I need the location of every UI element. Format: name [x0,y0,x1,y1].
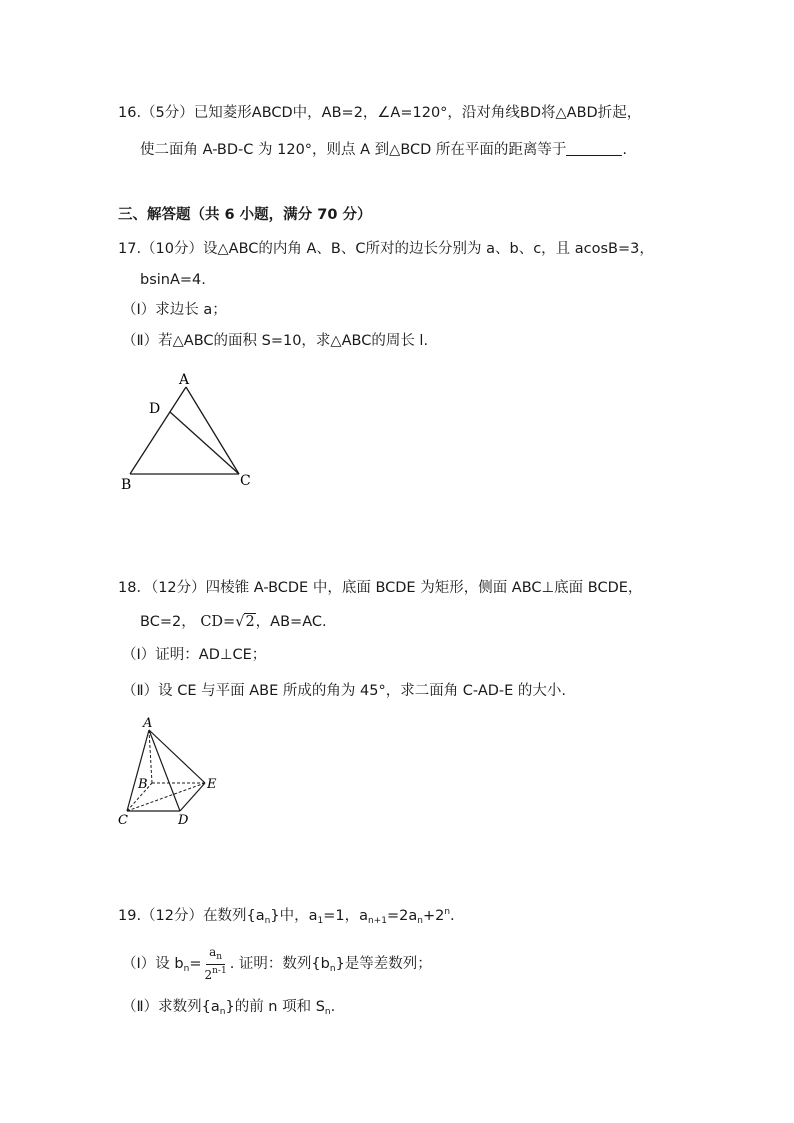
label-b: B [121,477,132,493]
q18-line2 [140,612,327,632]
label-a: A [179,372,190,388]
q19-line1 [118,902,455,931]
num-sub: n [216,952,223,962]
q18-line2-cd: CD= [200,614,236,630]
q19-part2 [122,997,335,1022]
q18-part2: （Ⅱ）设 CE 与平面 ABE 所成的角为 45°，求二面角 C-AD-E 的大小. [122,683,567,699]
q19-text-4: =2a [386,908,418,924]
edge-ae [149,730,205,783]
fraction-denominator [202,965,228,982]
label-d: D [149,401,161,417]
q16-line2-text: 使二面角 A-BD-C 为 120°，则点 A 到△BCD 所在平面的距离等于 [140,142,567,158]
q19-p1-sub2: n [329,964,336,974]
triangle-figure [110,365,270,495]
q19-text-6: . [450,908,455,924]
q19-sub-2: 1 [317,916,324,926]
label-d: D [178,813,189,828]
den-sup: n-1 [212,966,227,976]
q19-p1-text-3: }是等差数列； [335,956,432,972]
q16-line2-end: . [622,142,628,158]
q19-text-1: 19.（12分）在数列{a [118,908,265,924]
segment-dc [170,412,239,474]
q18-line2-rest: ，AB=AC. [255,614,327,630]
q19-text-2: }中，a [270,908,318,924]
q19-p1-text-2: . 证明：数列{b [229,956,330,972]
q19-p2-text-1: （Ⅱ）求数列{a [122,999,220,1015]
label-a: A [143,716,153,731]
q19-p1-sub: n [183,964,190,974]
q19-sub-3: n+1 [367,916,387,926]
side-ac [186,387,239,474]
q17-part1: （Ⅰ）求边长 a； [122,302,227,318]
label-c: C [118,813,128,828]
label-b: B [138,777,148,792]
q19-p2-sub: n [219,1007,226,1017]
pyramid-figure [112,713,232,833]
q19-sup: n [444,907,451,917]
q18-part1: （Ⅰ）证明：AD⊥CE； [122,647,267,663]
q18-line1: 18．（12分）四棱锥 A-BCDE 中，底面 BCDE 为矩形，侧面 ABC⊥底面 BCDE， [118,580,643,596]
label-c: C [240,473,251,489]
q16-line1: 16.（5分）已知菱形ABCD中，AB=2，∠A=120°，沿对角线BD将△ABD折起， [118,105,642,121]
q19-sub-1: n [264,916,271,926]
q19-p2-sub2: n [324,1007,331,1017]
q19-part1 [122,946,432,984]
q16-line2 [140,140,627,160]
q17-line2: bsinA=4. [140,272,206,288]
q17-part2: （Ⅱ）若△ABC的面积 S=10，求△ABC的周长 l. [122,333,429,349]
q19-sub-4: n [417,916,423,926]
sqrt-expression: √2 [235,614,255,630]
den-base: 2 [204,968,213,982]
q19-text-3: =1，a [323,908,368,924]
edge-de [180,783,205,811]
fraction-numerator [206,946,225,965]
edge-ad [149,730,180,811]
q17-line1: 17.（10分）设△ABC的内角 A、B、C所对的边长分别为 a、b、c，且 acosB=3， [118,241,654,257]
q19-p1-text-1: （Ⅰ）设 b [122,956,184,972]
q19-p1-eq: = [189,956,202,972]
q19-p2-text-2: }的前 n 项和 S [225,999,325,1015]
q18-line2-bc: BC=2， [140,614,196,630]
section-heading: 三、解答题（共 6 小题，满分 70 分） [118,207,372,223]
radicand: 2 [245,614,255,630]
q19-p2-text-3: . [330,999,336,1015]
label-e: E [207,777,217,792]
fraction [202,946,228,982]
answer-blank [566,141,622,156]
q19-text-5: +2 [422,908,445,924]
num-base: a [209,945,217,959]
